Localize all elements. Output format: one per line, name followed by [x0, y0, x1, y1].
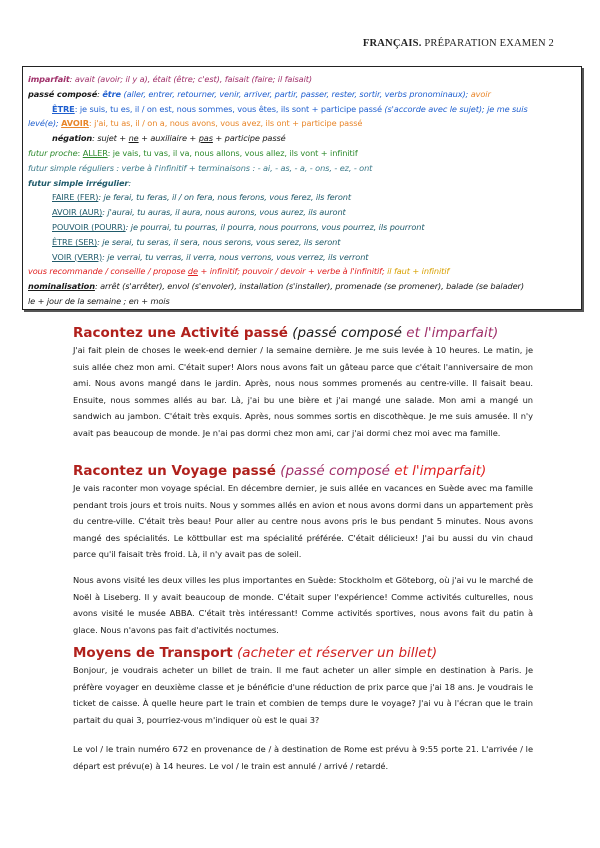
- il-faut-text: il faut + infinitif: [384, 266, 450, 277]
- etre-label: ÊTRE: [52, 103, 75, 114]
- section-paragraph: J'ai fait plein de choses le week-end dernier / la semaine dernière. Je me suis levée à 10 heures. Le matin, je suis allée chez mon ami. C'était super! Alors nous avons fait un gâteau parce que c'était l'anniversaire de mon ami. Nous avons mangé dans le jardin. Après, nous nous sommes promenés au centre-ville. Il faisait beau. Ensuite, nous sommes allés au bar. Là, j'ai bu une bière et j'ai mangé une salade. Mon ami a mangé un sandwich au jambon. C'était très exquis. Après, nous sommes sortis en discothèque. Je me suis amusée. Il n'y avait pas beaucoup de monde. Je n'ai pas dormi chez mon ami, car j'ai dormi chez moi avec ma famille.: [73, 345, 533, 438]
- passe-compose-label: passé composé: [28, 88, 98, 99]
- verb-forms: : j'aurai, tu auras, il aura, nous aurons, vous aurez, ils auront: [102, 207, 346, 218]
- futur-simple-reguliers-line: futur simple réguliers : verbe à l'infinitif + terminaisons : - ai, - as, - a, - ons, - ez, - ont: [28, 162, 373, 173]
- nominalisation-label: nominalisation: [28, 281, 95, 292]
- pas-word: pas: [198, 133, 213, 144]
- futur-proche-label: futur proche: [28, 147, 78, 158]
- section-transport: [73, 644, 533, 775]
- section-paragraph: Bonjour, je voudrais acheter un billet de train. Il me faut acheter un aller simple en destination à Paris. Je préfère voyager en deuxième classe et je bénéficie d'une réduction de prix parce que j'ai 18 ans. Je voudrais le ticket de caisse. À quelle heure part le train et combien de temps dure le voyage? J'ai vu à l'écran que le train partait du quai 3, pourriez-vous m'indiquer où est le quai 3?: [73, 665, 533, 725]
- avoir-forms: : j'ai, tu as, il / on a, nous avons, vous avez, ils ont + participe passé: [88, 118, 363, 129]
- verb-label: VOIR (VERR): [52, 251, 103, 262]
- etre-conjugation-line: [28, 102, 576, 117]
- avoir-label: AVOIR: [61, 118, 89, 129]
- futur-avoir-line: [28, 205, 576, 220]
- verb-label: FAIRE (FER): [52, 192, 99, 203]
- header-title: PRÉPARATION EXAMEN 2: [421, 38, 554, 49]
- negation-label: négation: [52, 133, 93, 144]
- verb-forms: : je pourrai, tu pourras, il pourra, nous pourrons, vous pourrez, ils pourront: [125, 221, 425, 232]
- nominalisation-text: : arrêt (s'arrêter), envol (s'envoler), installation (s'installer), promenade (se promener), balade (se balader): [94, 281, 524, 292]
- aller-forms: : je vais, tu vas, il va, nous allons, vous allez, ils vont + infinitif: [107, 147, 358, 158]
- jour-mois-line: le + jour de la semaine ; en + mois: [28, 295, 170, 306]
- section-activite: [73, 324, 533, 442]
- section-paragraph: Le vol / le train numéro 672 en provenance de / à destination de Rome est prévu à 9:55 porte 21. L'arrivée / le départ est prévu(e) à 14 heures. Le vol / le train est annulé / arrivé / retardé.: [73, 744, 533, 771]
- accord-note: (s'accorde avec le sujet); je me suis: [381, 103, 528, 114]
- etre-verbs-list: (aller, entrer, retourner, venir, arriver, partir, passer, rester, sortir, verbs pronominaux);: [121, 88, 469, 99]
- recommande-line: vous recommande / conseille / propose de + infinitif; pouvoir / devoir + verbe à l'infinitif; il faut + infinitif: [28, 266, 450, 277]
- verb-forms: : je ferai, tu feras, il / on fera, nous ferons, vous ferez, ils feront: [98, 192, 351, 203]
- verb-forms: : je verrai, tu verras, il verra, nous verrons, vous verrez, ils verront: [102, 251, 369, 262]
- avoir-word: avoir: [468, 88, 491, 99]
- futur-proche-line: futur proche: ALLER: je vais, tu vas, il va, nous allons, vous allez, ils vont + infinitif: [28, 147, 358, 158]
- grammar-summary-box: [22, 66, 582, 310]
- section-paragraph: Je vais raconter mon voyage spécial. En décembre dernier, je suis allée en vacances en Suède avec ma famille pendant trois jours et trois nuits. Nous y sommes allés en avion et nous avons dormi dans un appartement près du centre-ville. C'était très beau! Pour aller au centre nous avons pris le bus pendant 5 minutes. Nous avons mangé des spécialités. Le köttbullar est ma spécialité préférée. C'était délicieux! J'ai bu aussi du vin chaud parce qu'il faisait très froid. Là, il n'y avait pas de soleil.: [73, 483, 533, 560]
- ne-word: ne: [128, 133, 139, 144]
- futur-pouvoir-line: [28, 220, 576, 235]
- futur-faire-line: [28, 190, 576, 205]
- section-heading: Moyens de Transport (acheter et réserver un billet): [73, 645, 438, 661]
- imparfait-line: [28, 72, 576, 87]
- verb-label: POUVOIR (POURR): [52, 221, 126, 232]
- futur-etre-line: [28, 235, 576, 250]
- futur-simple-irregulier-line: futur simple irrégulier:: [28, 177, 132, 188]
- page-header: [363, 38, 554, 49]
- imparfait-text: : avait (avoir; il y a), était (être; c'est), faisait (faire; il faisait): [69, 74, 312, 84]
- passe-compose-line: passé composé: être (aller, entrer, retourner, venir, arriver, partir, passer, rester, sortir, verbs pronominaux); avoir: [28, 88, 491, 99]
- verb-label: ÊTRE (SER): [52, 236, 98, 247]
- header-subject: FRANÇAIS.: [362, 38, 422, 49]
- section-heading: Racontez un Voyage passé (passé composé et l'imparfait): [73, 463, 487, 479]
- section-heading: Racontez une Activité passé (passé composé et l'imparfait): [73, 325, 499, 341]
- de-word: de: [187, 266, 198, 277]
- nominalisation-line: [28, 279, 576, 294]
- futur-voir-line: [28, 250, 576, 265]
- avoir-conjugation-line: [28, 116, 576, 131]
- verb-forms: : je serai, tu seras, il sera, nous serons, vous serez, ils seront: [97, 236, 341, 247]
- futur-irregulier-label: futur simple irrégulier: [28, 177, 129, 188]
- etre-forms: : je suis, tu es, il / on est, nous sommes, vous êtes, ils sont + participe passé: [74, 103, 382, 114]
- section-voyage: [73, 462, 533, 638]
- imparfait-label: imparfait: [28, 74, 70, 84]
- negation-line: négation: sujet + ne + auxiliaire + pas + participe passé: [52, 133, 286, 144]
- etre-word: être: [102, 88, 122, 99]
- section-paragraph: Nous avons visité les deux villes les plus importantes en Suède: Stockholm et Göteborg, où j'ai vu le marché de Noël à Liseberg. Il y avait beaucoup de monde. C'était super l'expérience! Comme activités culturelles, nous avons visité le musée ABBA. C'était très intéressant! Comme activités sportives, nous avons fait du patin à glace. Nous n'avons pas fait d'activités noctumes.: [73, 574, 533, 635]
- leve-text: levé(e);: [28, 118, 59, 129]
- verb-label: AVOIR (AUR): [52, 207, 103, 218]
- aller-label: ALLER: [82, 147, 108, 158]
